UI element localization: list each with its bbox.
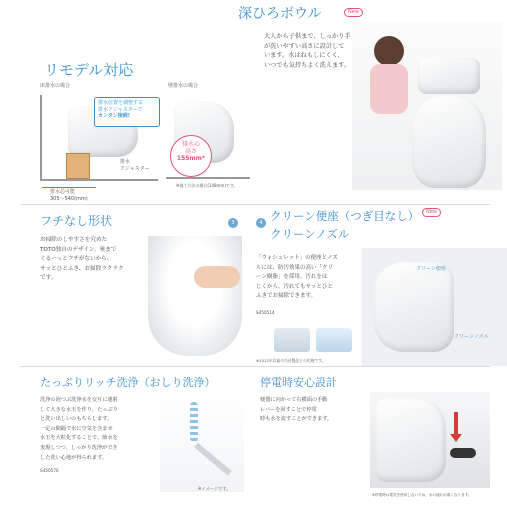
power-outage-desc: 便器に向かって右横面の手動 レバーを回すことで停電 時も水を流すことができます。 [260, 397, 333, 423]
clean-seat-title-1: クリーン便座（つぎ目なし） [270, 209, 420, 223]
wall-line [40, 95, 42, 181]
clean-seat-code: S450514 [256, 310, 275, 315]
remodel-title: リモデル対応 [44, 61, 134, 79]
rimless-section [0, 206, 250, 366]
nozzle-image-new [316, 328, 352, 352]
nozzle-note: ※2012年以前の当社製品との比較です。 [256, 358, 326, 363]
clean-seat-title-2: クリーンノズル [270, 227, 350, 241]
clean-seat-desc: 「ウォシュレット」の便座とノズ ルには、防汚効果の高い「クリ ーン樹脂」を採用。汚れをは じくから、汚れてもサッとひと ふきでお掃除できます。 [256, 255, 338, 300]
toilet-tank-image [418, 58, 480, 94]
floor-drain-label: 床排水の場合 [40, 83, 71, 89]
power-outage-note: ※停電時は電気を使用しないため、水の流れが弱くなります。 [372, 493, 472, 497]
nozzle-arm [194, 443, 232, 476]
remodel-footnote: ※施工方法の場合(148mm)です。 [176, 183, 238, 188]
rich-wash-code: S450576 [40, 468, 59, 473]
rimless-bowl-photo [148, 236, 242, 356]
clean-nozzle-label: クリーンノズル [454, 334, 489, 340]
lever-handle [450, 448, 476, 458]
hand-wiping [194, 266, 240, 288]
distance-arrow [42, 187, 96, 188]
clean-seat-diagram [362, 248, 507, 366]
lever-photo [370, 392, 490, 488]
section-divider-2 [20, 366, 490, 367]
floor-drain-diagram [40, 95, 160, 205]
rimless-title: フチなし形状 [40, 214, 113, 228]
height-circle: 排水心 高さ 155mm* [170, 135, 212, 177]
water-droplets [190, 402, 198, 442]
red-arrow-head-icon [450, 434, 462, 442]
toilet-side-image [376, 398, 446, 482]
red-arrow-icon [454, 412, 458, 436]
nozzle-image-old [274, 328, 310, 352]
remodel-section [0, 55, 250, 205]
floor-line-2 [166, 177, 250, 179]
section-marker-3: 3 [228, 218, 238, 228]
wall-drain-label: 壁排水の場合 [168, 83, 199, 89]
drain-pipe [66, 153, 90, 179]
clean-seat-label: クリーン便座 [416, 266, 446, 272]
child-handwash-photo [352, 22, 502, 190]
clean-seat-section [250, 206, 507, 366]
new-badge-2: New [422, 208, 441, 217]
callout-box: 排水位置を調整する 排水アジャスターで カンタン接続! [94, 97, 160, 127]
distance-label: 排水芯可能 305〜540(mm) [50, 189, 88, 202]
section-marker-4: 4 [256, 218, 266, 228]
floor-line [40, 179, 158, 181]
wash-nozzle-diagram [160, 392, 244, 492]
toilet-bowl-image [412, 96, 486, 188]
new-badge: New [344, 8, 363, 17]
deep-bowl-desc: 大人から子供まで、しっかり手 が洗いやすい高さに設計して います。水はねもしにくく、 いつでも気持ちよく洗えます。 [264, 33, 351, 69]
seat-image [374, 262, 454, 352]
rich-wash-title: たっぷりリッチ洗浄（おしり洗浄） [40, 376, 216, 389]
rich-wash-note: ※イメージです。 [198, 486, 231, 491]
rimless-desc: お掃除のしやすさを究めた TOTO独自のデザイン。奥まで ぐるーっとフチがないから、 サッとひとふき、お掃除ラクラク です。 [40, 237, 124, 282]
child-body [370, 64, 408, 114]
power-outage-title: 停電時安心設計 [260, 376, 337, 389]
deep-bowl-section [228, 0, 507, 200]
power-outage-section [250, 368, 507, 507]
rich-wash-section [0, 368, 250, 507]
deep-bowl-title: 深ひろボウル [238, 6, 322, 22]
nozzle-comparison [274, 322, 354, 356]
adjuster-label: 排水 アジャスター [120, 159, 150, 172]
section-divider [20, 204, 490, 205]
rich-wash-desc: 洗浄の泡つぶ洗浄水を交互に連射 して大きな水玉を作り、たっぷり と洗い出しいのもちらします。 一定の間隔で水に空気を含ませ 水玉を大粒化することで、節水を 実現しつつ、しっかり洗浄ができ した洗い心地が得られます。 [40, 397, 118, 461]
child-figure [374, 36, 404, 66]
